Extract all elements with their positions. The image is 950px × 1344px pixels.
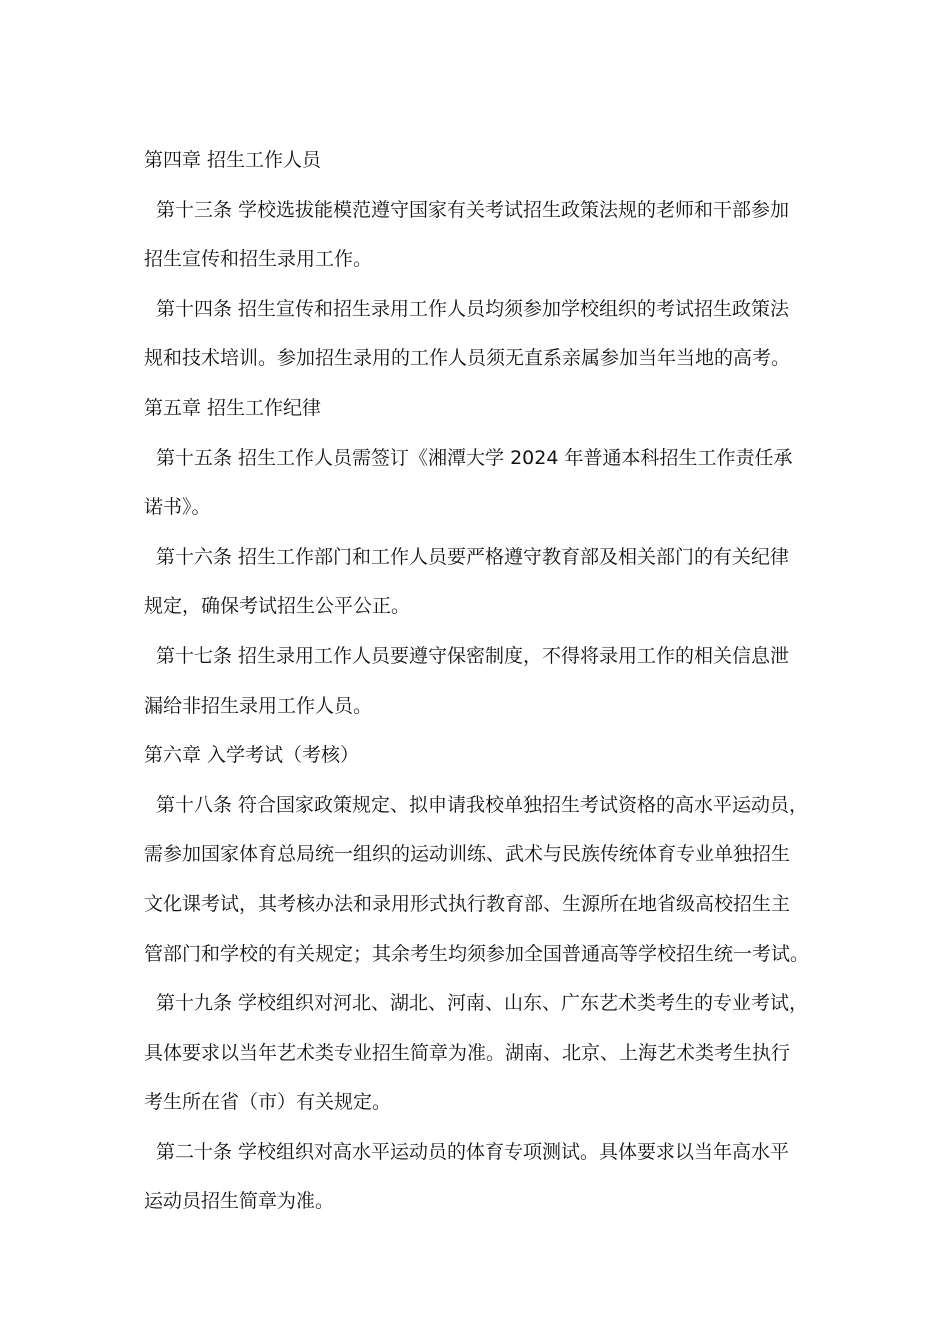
article-18-line-4: 管部门和学校的有关规定；其余考生均须参加全国普通高等学校招生统一考试。 xyxy=(144,942,810,965)
article-16-line-1: 第十六条 招生工作部门和工作人员要严格遵守教育部及相关部门的有关纪律 xyxy=(156,545,790,568)
article-13-line-1: 第十三条 学校选拔能模范遵守国家有关考试招生政策法规的老师和干部参加 xyxy=(156,198,790,221)
article-16-line-2: 规定，确保考试招生公平公正。 xyxy=(144,595,411,618)
article-20-line-1: 第二十条 学校组织对高水平运动员的体育专项测试。具体要求以当年高水平 xyxy=(156,1140,790,1163)
article-19-line-3: 考生所在省（市）有关规定。 xyxy=(144,1091,392,1114)
article-15-line-1: 第十五条 招生工作人员需签订《湘潭大学 2024 年普通本科招生工作责任承 xyxy=(156,446,793,469)
chapter-6-heading: 第六章 入学考试（考核） xyxy=(144,744,360,767)
article-17-line-1: 第十七条 招生录用工作人员要遵守保密制度，不得将录用工作的相关信息泄 xyxy=(156,644,790,667)
article-17-line-2: 漏给非招生录用工作人员。 xyxy=(144,694,373,717)
article-13-line-2: 招生宣传和招生录用工作。 xyxy=(144,248,373,271)
article-14-line-1: 第十四条 招生宣传和招生录用工作人员均须参加学校组织的考试招生政策法 xyxy=(156,297,790,320)
chapter-4-heading: 第四章 招生工作人员 xyxy=(144,149,322,171)
article-19-line-2: 具体要求以当年艺术类专业招生简章为准。湖南、北京、上海艺术类考生执行 xyxy=(144,1041,791,1064)
article-20-line-2: 运动员招生简章为准。 xyxy=(144,1190,335,1213)
article-15-line-2: 诺书》。 xyxy=(144,496,211,519)
article-18-line-2: 需参加国家体育总局统一组织的运动训练、武术与民族传统体育专业单独招生 xyxy=(144,843,791,866)
document-page xyxy=(144,136,814,1227)
article-19-line-1: 第十九条 学校组织对河北、湖北、河南、山东、广东艺术类考生的专业考试， xyxy=(156,992,809,1015)
article-18-line-1: 第十八条 符合国家政策规定、拟申请我校单独招生考试资格的高水平运动员， xyxy=(156,793,809,816)
article-14-line-2: 规和技术培训。参加招生录用的工作人员须无直系亲属参加当年当地的高考。 xyxy=(144,347,791,370)
article-18-line-3: 文化课考试，其考核办法和录用形式执行教育部、生源所在地省级高校招生主 xyxy=(144,892,791,915)
chapter-5-heading: 第五章 招生工作纪律 xyxy=(144,396,322,419)
